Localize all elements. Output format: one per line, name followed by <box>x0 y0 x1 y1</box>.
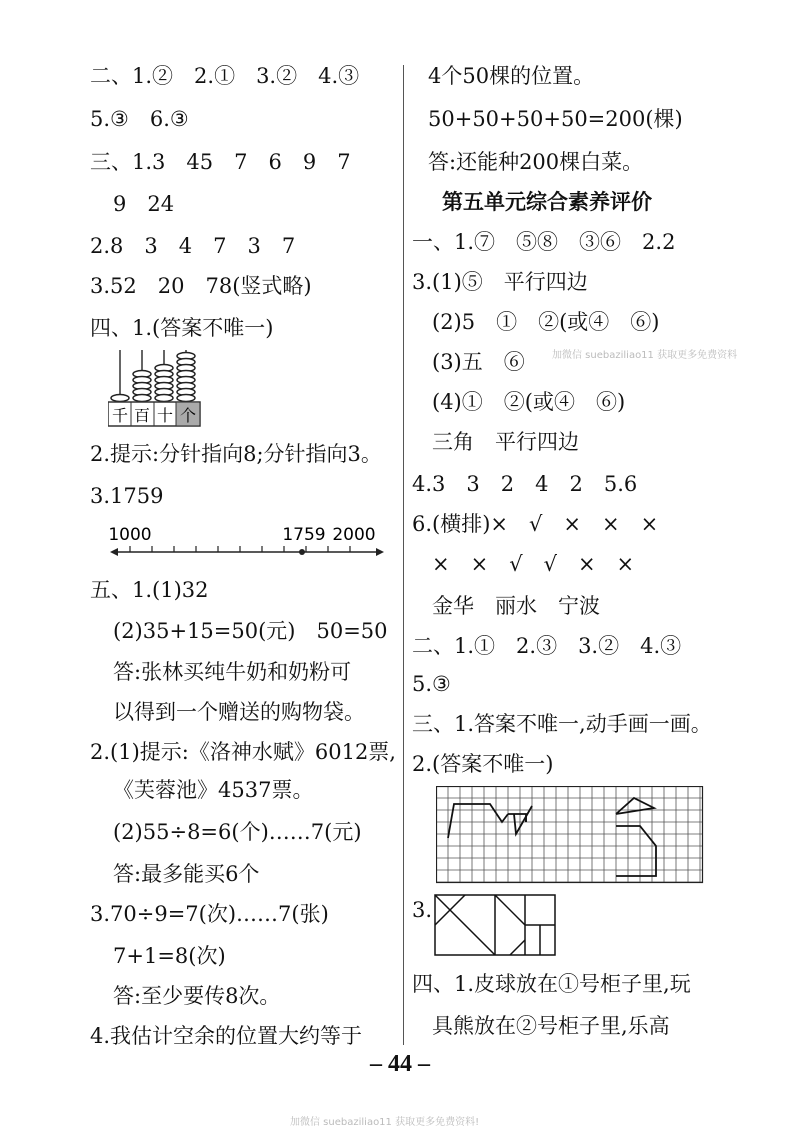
watermark-text: 加微信 suebaziliao11 获取更多免费资料! <box>290 1117 480 1128</box>
numberline-end: 2000 <box>332 525 376 545</box>
abacus-label: 十 <box>156 406 174 425</box>
page-number: – 44 – <box>370 1051 430 1077</box>
answer-line: 二、1.① 2.③ 3.② 4.③ <box>412 634 682 658</box>
answer-line: 五、1.(1)32 <box>90 578 209 602</box>
abacus-label: 个 <box>179 406 197 425</box>
answer-line: (2)35+15=50(元) 50=50 <box>113 619 388 643</box>
answer-line: 5.③ <box>412 672 451 696</box>
answer-line: 3.70÷9=7(次)……7(张) <box>90 902 329 926</box>
grid-drawing-figure <box>436 786 704 884</box>
answer-line: 三、1.答案不唯一,动手画一画。 <box>412 712 712 736</box>
watermark-text: 加微信 suebaziliao11 获取更多免费资料 <box>552 350 738 361</box>
answer-line: 答:还能种200棵白菜。 <box>428 150 644 174</box>
answer-line: 4.3 3 2 4 2 5.6 <box>412 472 638 496</box>
answer-line: 3.(1)⑤ 平行四边 <box>412 270 588 294</box>
abacus-figure <box>108 346 204 428</box>
answer-line: 金华 丽水 宁波 <box>432 594 600 618</box>
abacus-label: 百 <box>133 406 151 425</box>
answer-line: 一、1.⑦ ⑤⑧ ③⑥ 2.2 <box>412 230 676 254</box>
answer-line: 四、1.(答案不唯一) <box>90 316 274 340</box>
answer-line: 3.52 20 78(竖式略) <box>90 274 312 298</box>
answer-line: 具熊放在②号柜子里,乐高 <box>432 1014 670 1038</box>
numberline-mark: 1759 <box>282 525 326 545</box>
answer-line: 4个50棵的位置。 <box>428 64 595 88</box>
answer-line: (3)五 ⑥ <box>432 350 525 374</box>
answer-line: 三角 平行四边 <box>432 430 579 454</box>
number-line-figure <box>108 518 386 568</box>
answer-line: 6.(横排)× √ × × × <box>412 512 659 536</box>
answer-line: 2.(答案不唯一) <box>412 752 554 776</box>
answer-line: 3. <box>412 898 433 922</box>
answer-line: 答:最多能买6个 <box>113 862 260 886</box>
answer-line: 7+1=8(次) <box>113 944 226 968</box>
answer-line: (2)55÷8=6(个)……7(元) <box>113 820 362 844</box>
answer-line: (4)① ②(或④ ⑥) <box>432 390 626 414</box>
section-title: 第五单元综合素养评价 <box>442 189 652 214</box>
answer-line: 5.③ 6.③ <box>90 107 189 131</box>
answer-line: 2.(1)提示:《洛神水赋》6012票, <box>90 740 396 764</box>
answer-line: 以得到一个赠送的购物袋。 <box>113 700 365 724</box>
abacus-label: 千 <box>111 406 129 425</box>
tangram-figure <box>434 894 558 958</box>
answer-line: 四、1.皮球放在①号柜子里,玩 <box>412 972 691 996</box>
answer-line: 50+50+50+50=200(棵) <box>428 107 683 131</box>
answer-line: 答:张林买纯牛奶和奶粉可 <box>113 660 352 684</box>
answer-line: 2.提示:分针指向8;分针指向3。 <box>90 442 382 466</box>
answer-line: (2)5 ① ②(或④ ⑥) <box>432 310 660 334</box>
answer-line: 二、1.② 2.① 3.② 4.③ <box>90 64 360 88</box>
numberline-start: 1000 <box>108 525 152 545</box>
answer-line: 2.8 3 4 7 3 7 <box>90 234 296 258</box>
answer-line: × × √ √ × × <box>432 552 635 576</box>
answer-line: 3.1759 <box>90 484 164 508</box>
answer-line: 答:至少要传8次。 <box>113 984 281 1008</box>
answer-line: 9 24 <box>113 192 175 216</box>
answer-line: 《芙蓉池》4537票。 <box>113 778 314 802</box>
column-divider <box>403 65 404 1045</box>
answer-line: 三、1.3 45 7 6 9 7 <box>90 150 351 174</box>
answer-line: 4.我估计空余的位置大约等于 <box>90 1024 363 1048</box>
